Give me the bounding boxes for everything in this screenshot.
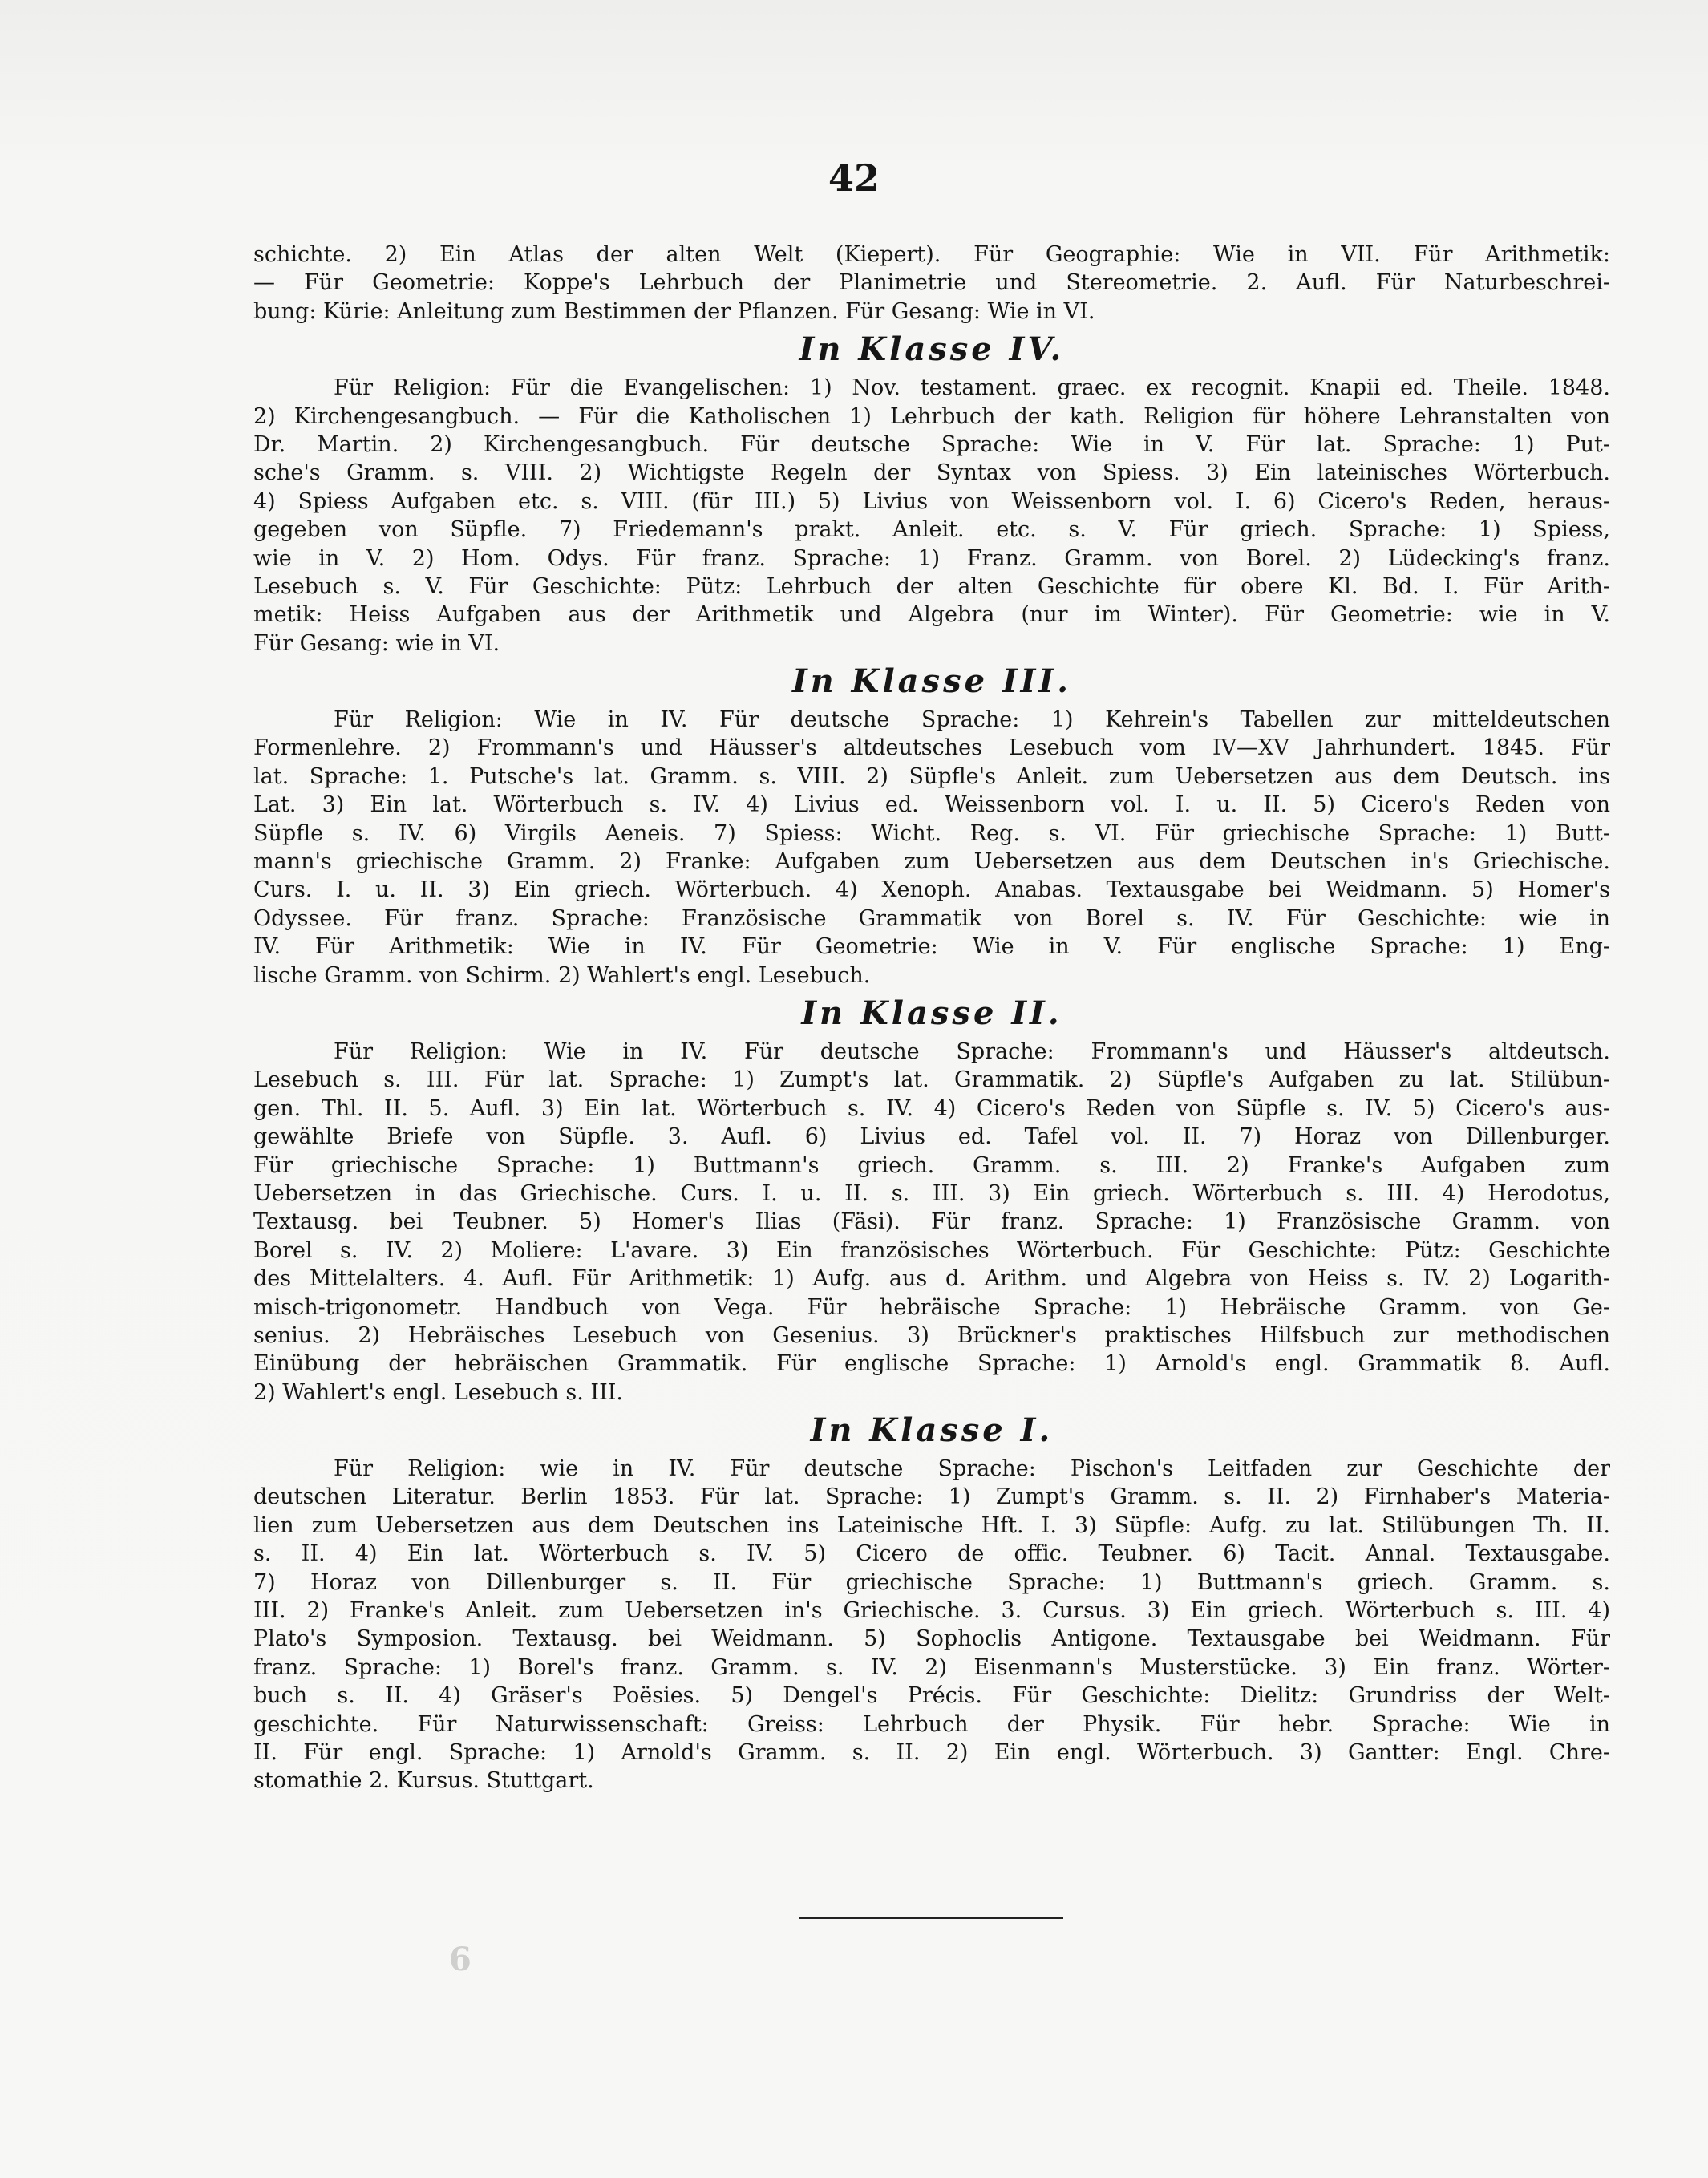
text-line: wie in V. 2) Hom. Odys. Für franz. Sprache: 1) Franz. Gramm. von Borel. 2) Lüdecking's franz.	[253, 545, 1610, 571]
text-line: sche's Gramm. s. VIII. 2) Wichtigste Regeln der Syntax von Spiess. 3) Ein lateinisches Wörterbuch.	[253, 460, 1610, 486]
text-line: Für Religion: Wie in IV. Für deutsche Sprache: Frommann's und Häusser's altdeutsch.	[334, 1038, 1610, 1064]
section-heading: In Klasse III.	[791, 662, 1072, 701]
text-line: Curs. I. u. II. 3) Ein griech. Wörterbuch. 4) Xenoph. Anabas. Textausgabe bei Weidmann. 5) Homer's	[253, 877, 1610, 903]
text-line: Für Religion: Wie in IV. Für deutsche Sprache: 1) Kehrein's Tabellen zur mitteldeutschen	[334, 707, 1610, 733]
text-line: 2) Kirchengesangbuch. — Für die Katholischen 1) Lehrbuch der kath. Religion für höhere Lehranstalten von	[253, 403, 1610, 429]
section-heading: In Klasse IV.	[799, 330, 1065, 369]
text-line: deutschen Literatur. Berlin 1853. Für lat. Sprache: 1) Zumpt's Gramm. s. II. 2) Firnhaber's Materia-	[253, 1484, 1610, 1510]
text-line: lat. Sprache: 1. Putsche's lat. Gramm. s. VIII. 2) Süpfle's Anleit. zum Uebersetzen aus dem Deutsch. ins	[253, 763, 1610, 789]
text-line: senius. 2) Hebräisches Lesebuch von Gesenius. 3) Brückner's praktisches Hilfsbuch zur methodischen	[253, 1322, 1610, 1348]
text-line: metik: Heiss Aufgaben aus der Arithmetik und Algebra (nur im Winter). Für Geometrie: wie in V.	[253, 602, 1610, 628]
text-line: schichte. 2) Ein Atlas der alten Welt (Kiepert). Für Geographie: Wie in VII. Für Arithmetik:	[253, 242, 1610, 267]
text-line: Einübung der hebräischen Grammatik. Für englische Sprache: 1) Arnold's engl. Grammatik 8. Aufl.	[253, 1351, 1610, 1377]
text-line: Plato's Symposion. Textausg. bei Weidmann. 5) Sophoclis Antigone. Textausgabe bei Weidmann. Für	[253, 1626, 1610, 1652]
text-line: lische Gramm. von Schirm. 2) Wahlert's engl. Lesebuch.	[253, 962, 871, 988]
text-line: Uebersetzen in das Griechische. Curs. I. u. II. s. III. 3) Ein griech. Wörterbuch s. III. 4) Herodotus,	[253, 1180, 1610, 1206]
text-line: geschichte. Für Naturwissenschaft: Greiss: Lehrbuch der Physik. Für hebr. Sprache: Wie in	[253, 1711, 1610, 1737]
text-line: franz. Sprache: 1) Borel's franz. Gramm. s. IV. 2) Eisenmann's Musterstücke. 3) Ein franz. Wörter-	[253, 1654, 1610, 1680]
text-line: stomathie 2. Kursus. Stuttgart.	[253, 1768, 594, 1794]
text-line: Borel s. IV. 2) Moliere: L'avare. 3) Ein französisches Wörterbuch. Für Geschichte: Pütz: Geschichte	[253, 1237, 1610, 1263]
end-rule	[799, 1917, 1063, 1919]
text-line: des Mittelalters. 4. Aufl. Für Arithmetik: 1) Aufg. aus d. Arithm. und Algebra von Heiss s. IV. 2) Logarith-	[253, 1266, 1610, 1292]
text-line: 4) Spiess Aufgaben etc. s. VIII. (für III.) 5) Livius von Weissenborn vol. I. 6) Cicero's Reden, heraus-	[253, 488, 1610, 514]
text-line: Lesebuch s. III. Für lat. Sprache: 1) Zumpt's lat. Grammatik. 2) Süpfle's Aufgaben zu lat. Stilübun-	[253, 1067, 1610, 1093]
section-heading: In Klasse II.	[801, 994, 1062, 1032]
text-line: s. II. 4) Ein lat. Wörterbuch s. IV. 5) Cicero de offic. Teubner. 6) Tacit. Annal. Textausgabe.	[253, 1541, 1610, 1567]
page-body	[253, 241, 1610, 1795]
text-line: III. 2) Franke's Anleit. zum Uebersetzen in's Griechische. 3. Cursus. 3) Ein griech. Wörterbuch s. III. 4)	[253, 1598, 1610, 1624]
text-line: gegeben von Süpfle. 7) Friedemann's prakt. Anleit. etc. s. V. Für griech. Sprache: 1) Spiess,	[253, 517, 1610, 543]
text-line: 2) Wahlert's engl. Lesebuch s. III.	[253, 1379, 623, 1405]
text-line: Formenlehre. 2) Frommann's und Häusser's altdeutsches Lesebuch vom IV—XV Jahrhundert. 1845. Für	[253, 735, 1610, 761]
text-line: Für Religion: wie in IV. Für deutsche Sprache: Pischon's Leitfaden zur Geschichte der	[334, 1456, 1610, 1482]
text-line: gewählte Briefe von Süpfle. 3. Aufl. 6) Livius ed. Tafel vol. II. 7) Horaz von Dillenburger.	[253, 1124, 1610, 1150]
text-line: mann's griechische Gramm. 2) Franke: Aufgaben zum Uebersetzen aus dem Deutschen in's Griechische.	[253, 849, 1610, 875]
page-number: 42	[828, 156, 880, 200]
text-line: 7) Horaz von Dillenburger s. II. Für griechische Sprache: 1) Buttmann's griech. Gramm. s.	[253, 1569, 1610, 1595]
text-line: Lesebuch s. V. Für Geschichte: Pütz: Lehrbuch der alten Geschichte für obere Kl. Bd. I. Für Arith-	[253, 573, 1610, 599]
section-heading: In Klasse I.	[810, 1411, 1054, 1450]
text-line: Textausg. bei Teubner. 5) Homer's Ilias (Fäsi). Für franz. Sprache: 1) Französische Gramm. von	[253, 1209, 1610, 1235]
text-line: IV. Für Arithmetik: Wie in IV. Für Geometrie: Wie in V. Für englische Sprache: 1) Eng-	[253, 934, 1610, 960]
text-line: Dr. Martin. 2) Kirchengesangbuch. Für deutsche Sprache: Wie in V. Für lat. Sprache: 1) Put-	[253, 431, 1610, 457]
text-line: Für Gesang: wie in VI.	[253, 630, 500, 656]
text-line: Odyssee. Für franz. Sprache: Französische Grammatik von Borel s. IV. Für Geschichte: wie in	[253, 905, 1610, 931]
text-line: Lat. 3) Ein lat. Wörterbuch s. IV. 4) Livius ed. Weissenborn vol. I. u. II. 5) Cicero's Reden von	[253, 792, 1610, 818]
text-line: lien zum Uebersetzen aus dem Deutschen ins Lateinische Hft. I. 3) Süpfle: Aufg. zu lat. Stilübungen Th. II.	[253, 1512, 1610, 1538]
text-line: bung: Kürie: Anleitung zum Bestimmen der Pflanzen. Für Gesang: Wie in VI.	[253, 298, 1095, 324]
text-line: misch-trigonometr. Handbuch von Vega. Für hebräische Sprache: 1) Hebräische Gramm. von Ge-	[253, 1294, 1610, 1320]
text-line: gen. Thl. II. 5. Aufl. 3) Ein lat. Wörterbuch s. IV. 4) Cicero's Reden von Süpfle s. IV. 5) Cicero's aus-	[253, 1095, 1610, 1121]
bleed-through-mark: 6	[449, 1941, 472, 1978]
text-line: buch s. II. 4) Gräser's Poësies. 5) Dengel's Précis. Für Geschichte: Dielitz: Grundriss der Welt-	[253, 1683, 1610, 1709]
text-line: Für griechische Sprache: 1) Buttmann's griech. Gramm. s. III. 2) Franke's Aufgaben zum	[253, 1152, 1610, 1178]
text-line: II. Für engl. Sprache: 1) Arnold's Gramm. s. II. 2) Ein engl. Wörterbuch. 3) Gantter: Engl. Chre-	[253, 1739, 1610, 1765]
text-line: Süpfle s. IV. 6) Virgils Aeneis. 7) Spiess: Wicht. Reg. s. VI. Für griechische Sprache: 1) Butt-	[253, 820, 1610, 846]
text-line: — Für Geometrie: Koppe's Lehrbuch der Planimetrie und Stereometrie. 2. Aufl. Für Naturbeschrei-	[253, 270, 1610, 296]
text-line: Für Religion: Für die Evangelischen: 1) Nov. testament. graec. ex recognit. Knapii ed. Theile. 1848.	[334, 375, 1610, 401]
